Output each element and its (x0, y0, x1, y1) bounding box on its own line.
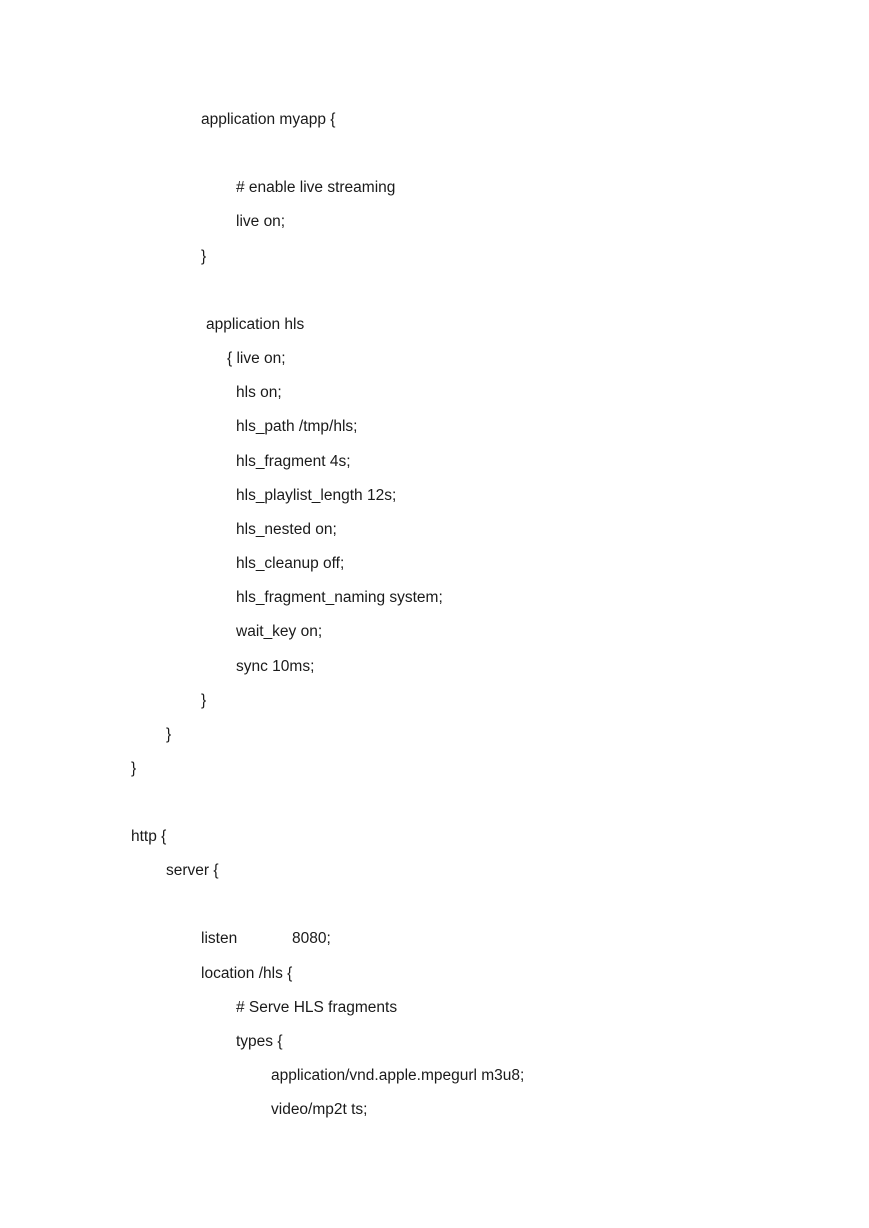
code-line-hls-playlist-length: hls_playlist_length 12s; (236, 487, 397, 504)
code-line-live-on: live on; (236, 213, 286, 230)
code-line-listen-keyword: listen (201, 930, 238, 947)
code-comment-enable-live-streaming: # enable live streaming (236, 179, 396, 196)
code-line-application-hls: application hls (206, 316, 305, 333)
code-line-types: types { (236, 1033, 283, 1050)
code-close-brace-server-block: } (166, 726, 172, 743)
code-close-brace-hls: } (201, 692, 207, 709)
code-line-http: http { (131, 828, 167, 845)
code-close-brace-rtmp: } (131, 760, 137, 777)
code-comment-serve-hls-fragments: # Serve HLS fragments (236, 999, 398, 1016)
code-line-mime-ts: video/mp2t ts; (271, 1101, 368, 1118)
code-close-brace-myapp: } (201, 248, 207, 265)
code-line-hls-nested: hls_nested on; (236, 521, 337, 538)
code-line-hls-fragment-naming: hls_fragment_naming system; (236, 589, 443, 606)
code-line-location-hls: location /hls { (201, 965, 293, 982)
code-line-mime-m3u8: application/vnd.apple.mpegurl m3u8; (271, 1067, 525, 1084)
code-line-hls-on: hls on; (236, 384, 282, 401)
code-line-server: server { (166, 862, 219, 879)
code-line-sync: sync 10ms; (236, 658, 315, 675)
code-line-hls-cleanup: hls_cleanup off; (236, 555, 345, 572)
code-line-application-myapp: application myapp { (201, 111, 336, 128)
code-line-listen-port: 8080; (292, 930, 331, 947)
code-line-hls-path: hls_path /tmp/hls; (236, 418, 358, 435)
code-line-wait-key: wait_key on; (236, 623, 323, 640)
code-line-open-brace-live-on: { live on; (227, 350, 286, 367)
code-line-hls-fragment: hls_fragment 4s; (236, 453, 351, 470)
